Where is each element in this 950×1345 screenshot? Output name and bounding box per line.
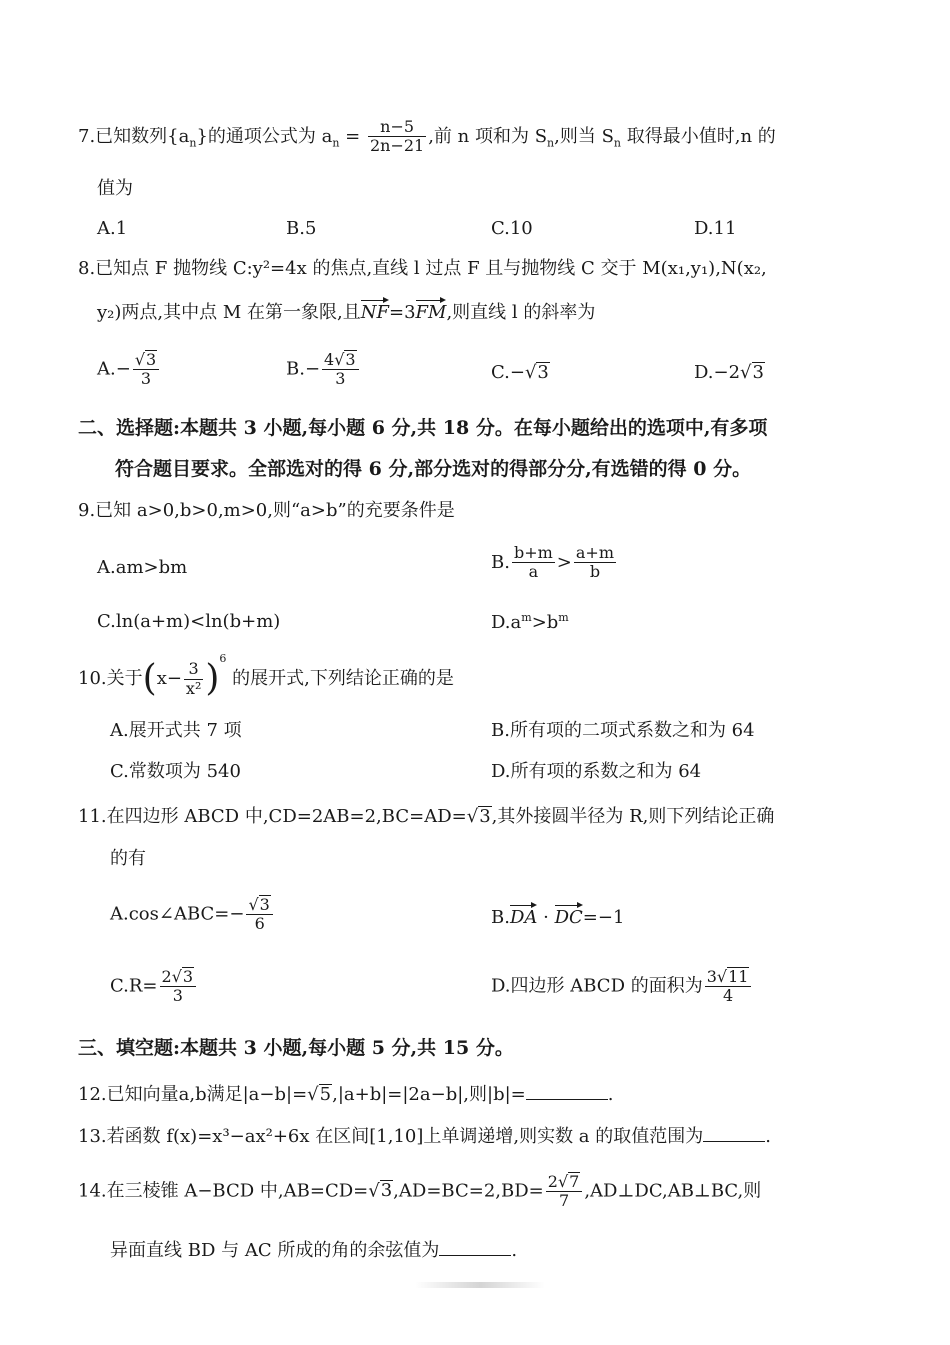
q7-line1 xyxy=(78,118,776,156)
q7-frac-num: n−5 xyxy=(368,118,426,137)
q8-vector-nf: NF xyxy=(360,302,389,323)
q11-option-b xyxy=(491,907,624,929)
q7-option-a: A.1 xyxy=(97,218,128,239)
q8-opt-d-label: D.−2 xyxy=(694,362,741,383)
q14-frac-num: 2√7 xyxy=(546,1172,583,1192)
q7-option-c: C.10 xyxy=(491,218,533,239)
q9-opt-d-mid: >b xyxy=(531,612,559,633)
q11-opt-b-tail: =−1 xyxy=(582,907,625,928)
q11-line1-b: ,其外接圆半径为 R,则下列结论正确 xyxy=(491,806,775,827)
q8-opt-a-frac xyxy=(133,350,159,389)
q7-mid: }的通项公式为 a xyxy=(196,125,333,147)
q12-answer-blank[interactable] xyxy=(526,1099,608,1100)
q8-vector-fm: FM xyxy=(415,302,447,323)
q11-opt-b-dot: · xyxy=(537,907,555,928)
q11-opt-a-label: A.cos∠ABC=− xyxy=(110,903,245,925)
q8-line1: 8.已知点 F 抛物线 C:y²=4x 的焦点,直线 l 过点 F 且与抛物线 C 交于 M(x₁,y₁),N(x₂, xyxy=(78,258,767,279)
q10-option-c: C.常数项为 540 xyxy=(110,761,241,782)
q14-line2 xyxy=(110,1240,517,1262)
q7-sub4: n xyxy=(613,136,622,150)
q14-rad1: 3 xyxy=(380,1180,393,1202)
q7-line2: 值为 xyxy=(97,178,133,199)
q10-prefix: 10.关于 xyxy=(78,668,143,689)
q13-answer-blank[interactable] xyxy=(703,1141,765,1142)
q8-opt-b-num: 4√3 xyxy=(322,350,359,370)
q13-text: 13.若函数 f(x)=x³−ax²+6x 在区间[1,10]上单调递增,则实数 a 的取值范围为 xyxy=(78,1126,704,1147)
q8-opt-d-rad: 3 xyxy=(752,362,764,383)
q7-suffix2: ,则当 S xyxy=(554,125,614,147)
q10-frac xyxy=(184,660,203,698)
q8-opt-b-den: 3 xyxy=(335,369,346,389)
q11-opt-c-frac xyxy=(160,967,197,1006)
q14-frac-rad: 7 xyxy=(569,1172,580,1191)
q11-option-a xyxy=(110,895,275,934)
q11-opt-a-den: 6 xyxy=(254,914,265,934)
q10-suffix: 的展开式,下列结论正确的是 xyxy=(226,668,454,689)
q14-frac-den: 7 xyxy=(558,1191,570,1211)
q9-stem: 9.已知 a>0,b>0,m>0,则“a>b”的充要条件是 xyxy=(78,500,455,521)
q11-line1-rad: 3 xyxy=(479,806,491,827)
q12-text-a: 12.已知向量a,b满足|a−b|= xyxy=(78,1084,308,1105)
q10-option-a: A.展开式共 7 项 xyxy=(110,720,242,741)
section2-heading-line1: 二、选择题:本题共 3 小题,每小题 6 分,共 18 分。在每小题给出的选项中,有多项 xyxy=(78,417,768,439)
q9-option-d xyxy=(491,611,569,634)
q9-opt-d-exp: m xyxy=(521,611,532,624)
q7-sub2: n xyxy=(332,136,340,150)
q10-left-paren: ( xyxy=(142,658,157,699)
q11-opt-d-label: D.四边形 ABCD 的面积为 xyxy=(491,975,703,997)
q11-opt-a-num: √3 xyxy=(246,895,272,915)
q8-opt-a-den: 3 xyxy=(140,369,152,389)
q8-line2-c: ,则直线 l 的斜率为 xyxy=(446,302,596,323)
q8-line2 xyxy=(97,302,595,324)
q8-opt-c-label: C.− xyxy=(491,362,525,383)
q12-end: . xyxy=(607,1084,614,1105)
q9-opt-d-exp2: m xyxy=(558,611,569,624)
q12-text-b: ,|a+b|=|2a−b|,则|b|= xyxy=(332,1084,526,1105)
q14-end: . xyxy=(511,1240,518,1261)
q8-option-a xyxy=(97,350,161,389)
q9-opt-b-label: B. xyxy=(491,551,510,573)
q8-option-b xyxy=(286,350,361,389)
q13-stem xyxy=(78,1126,771,1148)
q8-line2-b: =3 xyxy=(388,302,416,323)
q14-frac-coef: 2 xyxy=(547,1172,558,1191)
q7-sub3: n xyxy=(547,136,555,150)
q11-opt-d-rad: 11 xyxy=(728,967,749,986)
q9-option-b xyxy=(491,544,618,582)
q11-opt-c-den: 3 xyxy=(172,986,183,1006)
q9-opt-b-frac2 xyxy=(574,544,616,582)
section2-heading-line2: 符合题目要求。全部选对的得 6 分,部分选对的得部分分,有选错的得 0 分。 xyxy=(115,458,752,480)
q7-option-d: D.11 xyxy=(694,218,737,239)
q10-right-paren: ) xyxy=(205,658,220,699)
q14-frac xyxy=(546,1172,583,1211)
q10-frac-den: x² xyxy=(185,678,202,698)
q9-opt-d-label: D.a xyxy=(491,612,522,633)
q8-opt-a-rad: 3 xyxy=(146,350,157,369)
q8-opt-b-frac xyxy=(322,350,359,389)
q11-option-c xyxy=(110,967,198,1006)
q9-option-c: C.ln(a+m)<ln(b+m) xyxy=(97,611,281,632)
q11-opt-c-label: C.R= xyxy=(110,975,158,997)
q8-opt-a-num: √3 xyxy=(133,350,159,370)
q11-opt-c-num: 2√3 xyxy=(160,967,197,987)
q9-opt-b-num1: b+m xyxy=(513,543,553,562)
q7-option-b: B.5 xyxy=(286,218,317,239)
q7-prefix: 7.已知数列{a xyxy=(78,125,190,147)
q11-option-d xyxy=(491,967,753,1006)
section3-heading: 三、填空题:本题共 3 小题,每小题 5 分,共 15 分。 xyxy=(78,1037,514,1059)
scan-smudge xyxy=(415,1282,545,1288)
q9-opt-b-den2: b xyxy=(589,562,601,582)
q11-opt-c-rad: 3 xyxy=(182,967,194,986)
q11-vector-da: DA xyxy=(509,907,538,928)
q8-option-d: D.−2√3 xyxy=(694,362,764,383)
q14-line1-b: ,AD=BC=2,BD= xyxy=(393,1180,544,1202)
q14-line1: 14.在三棱锥 A−BCD 中,AB=CD=√3,AD=BC=2,BD= $\frac{2√7}{7}$ ,AD⊥DC,AB⊥BC,则 xyxy=(78,1172,762,1211)
q9-opt-b-den1: a xyxy=(528,562,539,582)
q14-line1-c: ,AD⊥DC,AB⊥BC,则 xyxy=(584,1180,762,1202)
q9-opt-b-num2: a+m xyxy=(575,543,614,562)
q11-opt-d-den: 4 xyxy=(723,986,734,1006)
q11-opt-c-coef: 2 xyxy=(161,967,172,986)
q12-rad: 5 xyxy=(319,1084,332,1105)
q7-sub: n xyxy=(189,136,197,150)
q11-opt-a-rad: 3 xyxy=(259,895,270,914)
q8-opt-b-rad: 3 xyxy=(345,350,356,369)
q8-opt-c-rad: 3 xyxy=(537,362,549,383)
q14-answer-blank[interactable] xyxy=(439,1255,511,1256)
q8-opt-b-coef: 4 xyxy=(324,350,335,369)
q11-opt-b-label: B. xyxy=(491,907,510,928)
q10-stem xyxy=(78,652,454,698)
q7-fraction xyxy=(368,118,426,156)
q7-frac-den: 2n−21 xyxy=(369,136,425,156)
q11-opt-d-coef: 3 xyxy=(706,967,717,986)
q11-opt-a-frac xyxy=(246,895,272,934)
q13-end: . xyxy=(765,1126,771,1147)
q14-line2-text: 异面直线 BD 与 AC 所成的角的余弦值为 xyxy=(110,1240,440,1261)
q11-opt-d-num: 3√11 xyxy=(705,967,752,987)
q8-opt-b-label: B.− xyxy=(286,358,321,380)
q9-opt-b-gt: > xyxy=(556,551,572,573)
q8-option-c: C.−√3 xyxy=(491,362,549,383)
q10-option-b: B.所有项的二项式系数之和为 64 xyxy=(491,720,755,741)
q10-option-d: D.所有项的系数之和为 64 xyxy=(491,761,702,782)
q9-option-a: A.am>bm xyxy=(97,557,188,578)
q11-vector-dc: DC xyxy=(554,907,583,928)
q10-power: 6 xyxy=(219,652,227,665)
q7-suffix: ,前 n 项和为 S xyxy=(428,125,548,147)
q11-line1-a: 11.在四边形 ABCD 中,CD=2AB=2,BC=AD= xyxy=(78,806,467,827)
q7-suffix3: 取得最小值时,n 的 xyxy=(621,125,776,147)
q14-line1-a: 14.在三棱锥 A−BCD 中,AB=CD= xyxy=(78,1180,369,1202)
q11-opt-d-frac xyxy=(705,967,752,1006)
q7-eq: = xyxy=(339,125,366,147)
q11-line1: 11.在四边形 ABCD 中,CD=2AB=2,BC=AD=√3,其外接圆半径为 R,则下列结论正确 xyxy=(78,806,775,827)
q8-line2-a: y₂)两点,其中点 M 在第一象限,且 xyxy=(97,302,361,323)
q10-frac-num: 3 xyxy=(184,660,203,679)
q9-opt-b-frac1 xyxy=(512,544,555,582)
q11-line2: 的有 xyxy=(110,848,146,869)
q10-x: x− xyxy=(156,668,182,689)
q12-stem: 12.已知向量a,b满足|a−b|=√5,|a+b|=|2a−b|,则|b|= . xyxy=(78,1084,614,1105)
q8-opt-a-label: A.− xyxy=(97,358,131,380)
